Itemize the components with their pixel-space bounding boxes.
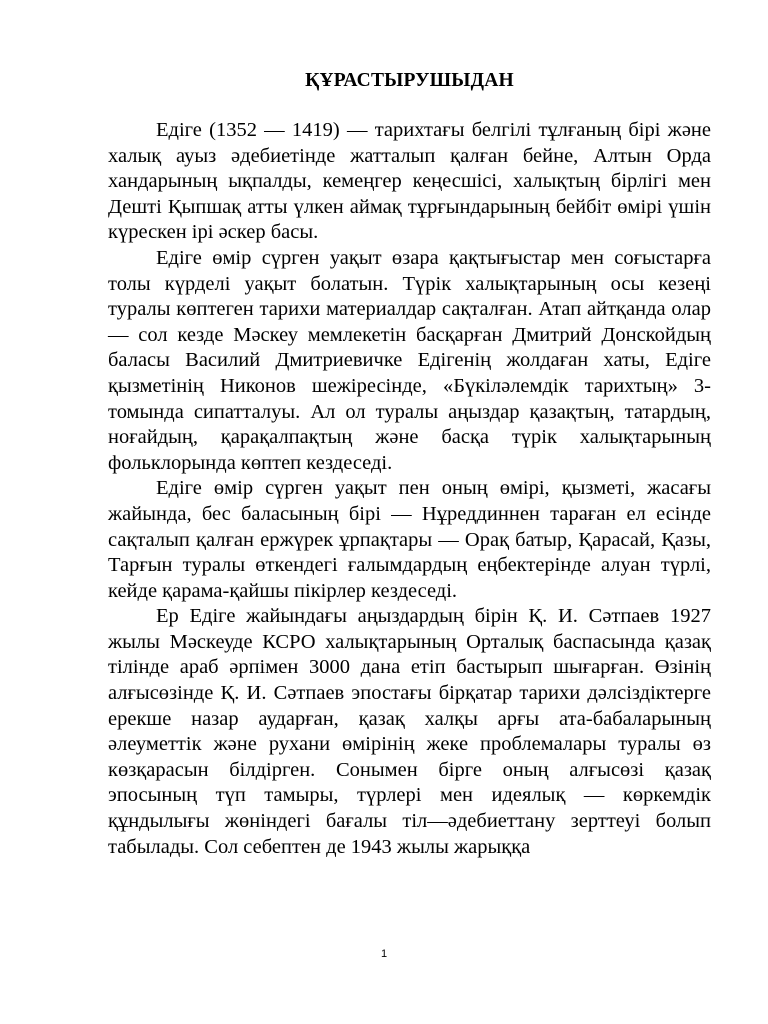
paragraph-2: Едіге өмір сүрген уақыт өзара қақтығыстар мен соғыстарға толы күрделі уақыт болатын. Түрік халықтарының осы кезеңі туралы көптеген тарихи материалдар сақталған. Атап айтқанда олар — сол кезде Мәскеу мемлекетін басқарған Дмитрий Донскойдың баласы Василий Дмитриевичке Едігенің жолдаған хаты, Едіге қызметінің Никонов шежіресінде, «Бүкіләлемдік тарихтың» 3-томында сипатталуы. Ал ол туралы аңыздар қазақтың, татардың, ноғайдың, қарақалпақтың және басқа түрік халықтарының фольклорында көптеп кездеседі.: [108, 246, 711, 474]
paragraph-3: Едіге өмір сүрген уақыт пен оның өмірі, қызметі, жасағы жайында, бес баласының бірі — Нұреддиннен тараған ел есінде сақталып қалған ержүрек ұрпақтары — Орақ батыр, Қарасай, Қазы, Тарғын туралы өткендегі ғалымдардың еңбектерінде алуан түрлі, кейде қарама-қайшы пікірлер кездеседі.: [108, 477, 711, 602]
page-title: ҚҰРАСТЫРУШЫДАН: [305, 70, 514, 91]
paragraph-4: Ер Едіге жайындағы аңыздардың бірін Қ. И. Сәтпаев 1927 жылы Мәскеуде КСРО халықтарының Орталық баспасында қазақ тілінде араб әрпімен 3000 дана етіп бастырып шығарған. Өзінің алғысөзінде Қ. И. Сәтпаев эпостағы бірқатар тарихи дәлсіздіктерге ерекше назар аударған, қазақ халқы арғы ата-бабаларының әлеуметтік және рухани өмірінің жеке проблемалары туралы өз көзқарасын білдірген. Сонымен бірге оның алғысөзі қазақ эпосының түп тамыры, түрлері мен идеялық — көркемдік құндылығы жөніндегі бағалы тіл—әдебиеттану зерттеуі болып табылады. Сол себептен де 1943 жылы жарыққа: [108, 605, 711, 858]
page-number: 1: [380, 948, 388, 960]
body-text: [108, 118, 711, 860]
paragraph-1: Едіге (1352 — 1419) — тарихтағы белгілі тұлғаның бірі және халық ауыз әдебиетінде жатталып қалған бейне, Алтын Орда хандарының ықпалды, кемеңгер кеңесшісі, халықтың бірлігі мен Дешті Қыпшақ атты үлкен аймақ тұрғындарының бейбіт өмірі үшін күрескен ірі әскер басы.: [108, 119, 711, 244]
